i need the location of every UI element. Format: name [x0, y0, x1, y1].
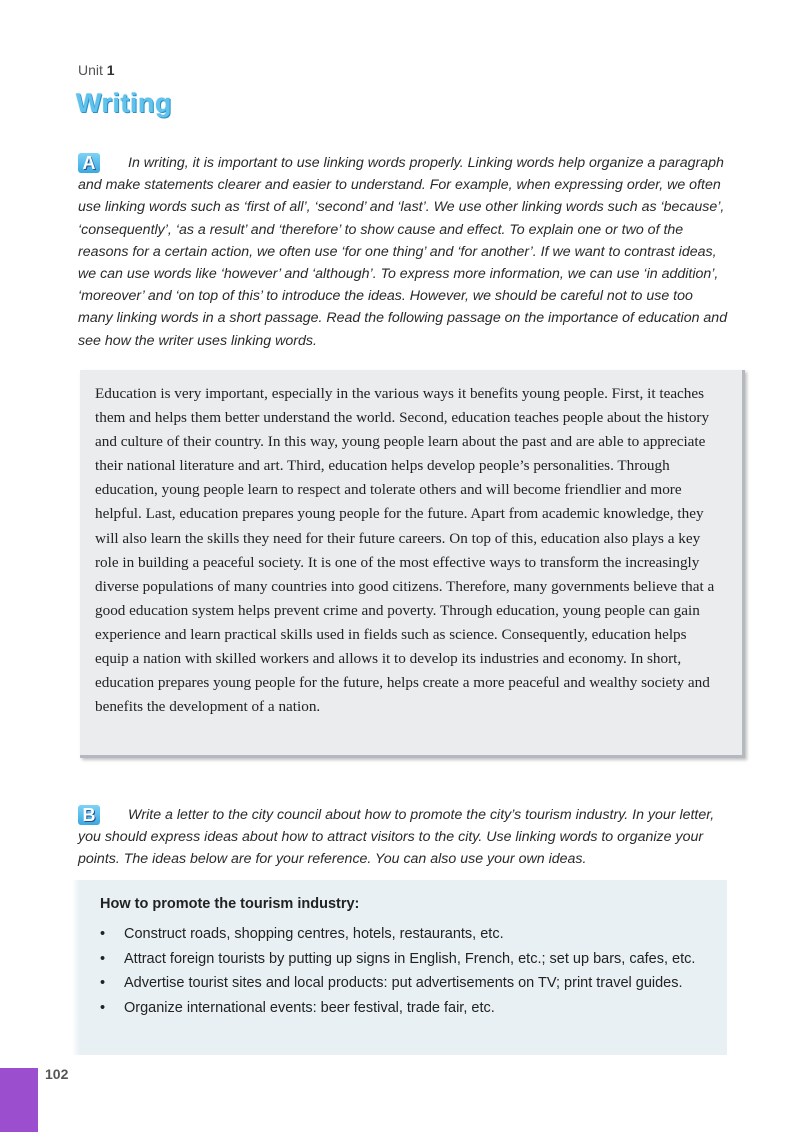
list-item-text: Construct roads, shopping centres, hotels, restaurants, etc. [124, 926, 504, 942]
list-item [100, 972, 710, 995]
section-a-badge: A [78, 153, 100, 173]
list-item [100, 923, 710, 946]
bullet-icon: • [100, 926, 106, 942]
page-number: 102 [45, 1066, 69, 1082]
bullet-icon: • [100, 975, 106, 991]
page-title: Writing [76, 88, 172, 118]
section-a-text: In writing, it is important to use linking words properly. Linking words help organize a paragraph and make statements clearer and easier to understand. For example, when expressing order, we often use linking words such as ‘first of all’, ‘second’ and ‘last’. We use other linking words such as ‘because’, ‘consequently’, ‘as a result’ and ‘therefore’ to show cause and effect. To explain one or two of the reasons for a certain action, we often use ‘for one thing’ and ‘for another’. If we want to contrast ideas, we can use words like ‘however’ and ‘although’. To express more information, we can use ‘in addition’, ‘moreover’ and ‘on top of this’ to introduce the ideas. However, we should be careful not to use too many linking words in a short passage. Read the following passage on the importance of education and see how the writer uses linking words. [78, 155, 728, 349]
section-a-instructions [78, 152, 728, 352]
bullet-icon: • [100, 950, 106, 967]
unit-word: Unit [78, 62, 103, 78]
list-item-text: Attract foreign tourists by putting up signs in English, French, etc.; set up bars, cafes, etc. [124, 950, 696, 967]
bullet-icon: • [100, 999, 106, 1016]
section-b-text: Write a letter to the city council about how to promote the city’s tourism industry. In your letter, you should express ideas about how to attract visitors to the city. Use linking words to organize your points. The ideas below are for your reference. You can also use your own ideas. [78, 807, 715, 868]
list-item [100, 997, 710, 1020]
list-item-text: Organize international events: beer festival, trade fair, etc. [124, 999, 495, 1016]
section-b-badge: B [78, 805, 100, 825]
section-b-instructions [78, 804, 728, 871]
reference-list [100, 923, 710, 1021]
list-item [100, 948, 710, 971]
unit-label [78, 62, 115, 78]
unit-number: 1 [106, 62, 115, 78]
page-color-tab [0, 1068, 38, 1132]
education-passage: Education is very important, especially in the various ways it benefits young people. First, it teaches them and helps them better understand the world. Second, education teaches people about the history and culture of their country. In this way, young people learn about the past and are able to appreciate their national literature and art. Third, education helps develop people’s personalities. Through education, young people learn to respect and tolerate others and will become friendlier and more helpful. Last, education prepares young people for the future. Apart from academic knowledge, they will also learn the skills they need for their future careers. On top of this, education also plays a key role in building a peaceful society. It is one of the most effective ways to transform the increasingly diverse populations of many countries into good citizens. Therefore, many governments believe that a good education system helps prevent crime and poverty. Through education, young people can gain experience and learn practical skills used in fields such as science. Consequently, education helps equip a nation with skilled workers and allows it to develop its industries and economy. In short, education prepares young people for the future, helps create a more peaceful and wealthy society and benefits the development of a nation. [95, 385, 715, 716]
list-item-text: Advertise tourist sites and local products: put advertisements on TV; print travel guides. [124, 975, 683, 991]
reference-title: How to promote the tourism industry: [100, 896, 360, 912]
